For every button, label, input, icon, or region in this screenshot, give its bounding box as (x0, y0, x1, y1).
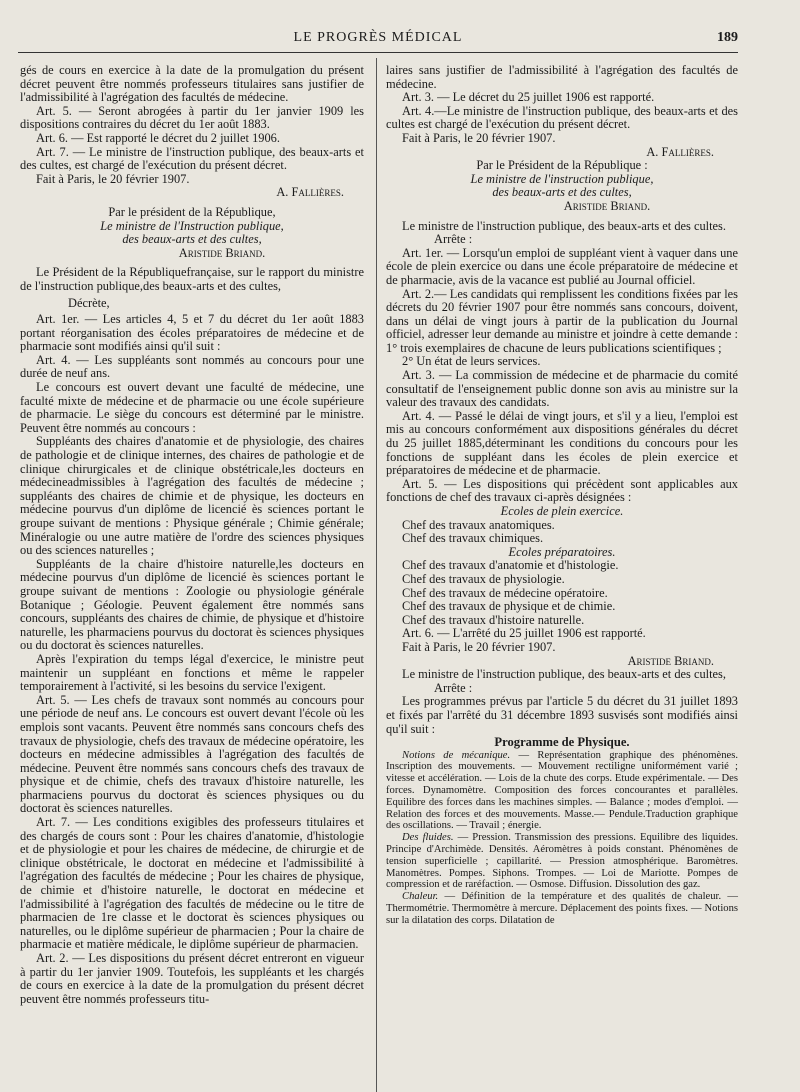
list-item: Chef des travaux de médecine opératoire. (402, 585, 608, 600)
program-text: — Définition de la température et des qualités de chaleur. — Thermométrie. Thermomètre à mercure. Déplacement des points fixes. — Notions sur la dilatation des corps. Dilatation de (386, 891, 738, 926)
signature: Aristide Briand. (178, 245, 266, 260)
program-paragraph (386, 832, 738, 891)
paragraph: Art. 2. — Les dispositions du présent décret entreront en vigueur à partir du 1er janvier 1909. Toutefois, les suppléants et les chargés de cours en exercice à la date de la promulgation du présent décret peuvent être nommés professeurs titu- (20, 951, 364, 1006)
paragraph: Art. 3. — Le décret du 25 juillet 1906 est rapporté. (402, 90, 655, 105)
paragraph: laires sans justifier de l'admissibilité à l'agrégation des facultés de médecine. (386, 63, 738, 91)
paragraph: 2° Un état de leurs services. (402, 354, 541, 369)
right-column (386, 64, 738, 927)
list-item: Chef des travaux de physiologie. (402, 571, 565, 586)
program-paragraph (386, 750, 738, 833)
decree-word: Arrête : (434, 680, 473, 695)
signature: Aristide Briand. (563, 198, 651, 213)
paragraph: Art. 1er. — Lorsqu'un emploi de suppléant vient à vaquer dans une école de plein exercice ou dans une école préparatoire de médecine et de pharmacie, avis de la vacance est publié au Journal officiel. (386, 245, 738, 287)
date-line: Fait à Paris, le 20 février 1907. (402, 130, 556, 145)
list-item: Chef des travaux anatomiques. (402, 517, 555, 532)
date-line: Fait à Paris, le 20 février 1907. (36, 171, 190, 186)
signature: Aristide Briand. (627, 653, 714, 668)
program-text: — Pression. Transmission des pressions. Equilibre des liquides. Principe d'Archimède. Densités. Aéromètres à poids constant. Phénomènes de tension superficielle ; capillarité. — Pression atmosphérique. Baromètres. Manomètres. Pompes. Siphons. Trompes. — Loi de Mariotte. Pompes de compression et de raréfaction. — Osmose. Diffusion. Dissolution des gaz. (386, 832, 738, 891)
header-rule (18, 52, 738, 53)
program-paragraph (386, 891, 738, 926)
minister-line: Le ministre de l'instruction publique, (470, 171, 654, 186)
page-header (18, 30, 738, 50)
program-title: Programme de Physique. (494, 735, 630, 750)
paragraph: Art. 2.— Les candidats qui remplissent les conditions fixées par les décrets du 20 février 1907 pour être nommés sans concours, doivent, dans un délai de vingt jours à partir de la publication du Journal officiel, adresser leur demande au ministre et joindre à cette demande : 1° trois exemplaires de chacune de leurs publications scientifiques ; (386, 286, 738, 355)
program-text: — Représentation graphique des phénomènes. Inscription des mouvements. — Mouvement rectiligne uniformément varié ; vitesse et accélération. — Lois de la chute des corps. Etude expérimentale. — Des forces. Dynamomètre. Composition des forces concourantes et parallèles. Equilibre des forces dans les machines simples. — Balance ; modes d'emploi. — Relation des forces et des mouvements. Masse.— Pendule.Traduction graphique des oscillations. — Travail ; énergie. (386, 749, 738, 832)
column-divider (376, 58, 377, 1092)
paragraph: Suppléants des chaires d'anatomie et de physiologie, des chaires de pathologie et de clinique internes, des chaires de pathologie et de clinique chirurgicales et de clinique obstétricale,les docteurs en médecineadmissibles à l'agrégation des facultés de médecine ; suppléants des chaires de chimie et de physique, les docteurs en médecine pourvus d'un diplôme de licencié ès sciences portant le groupe suivant de mentions : Physique générale ; Chimie générale; Minéralogie ou une autre matière de l'ordre des sciences physiques ou des sciences naturelles ; (20, 434, 364, 558)
paragraph: Art. 6. — L'arrêté du 25 juillet 1906 est rapporté. (402, 626, 646, 641)
paragraph: Le ministre de l'instruction publique, des beaux-arts et des cultes, (402, 667, 726, 682)
paragraph: Art. 5. — Seront abrogées à partir du 1er janvier 1909 les dispositions contraires du décret du 1er août 1883. (20, 103, 364, 132)
minister-line: des beaux-arts et des cultes, (492, 185, 632, 200)
paragraph: Art. 4. — Les suppléants sont nommés au concours pour une durée de neuf ans. (20, 352, 364, 381)
paragraph: Le Président de la Républiquefrançaise, sur le rapport du ministre de l'instruction publique,des beaux-arts et des cultes, (20, 265, 364, 293)
journal-title: LE PROGRÈS MÉDICAL (293, 30, 463, 45)
decree-word: Arrête : (434, 232, 473, 247)
section-heading: Ecoles préparatoires. (508, 544, 616, 559)
program-topic: Chaleur. (402, 891, 439, 903)
paragraph: Le concours est ouvert devant une faculté de médecine, une faculté mixte de médecine et de pharmacie ou une école supérieure de pharmacie. Le siège du concours est déterminé par le ministre. Peuvent être nommés au concours : (20, 380, 364, 435)
paragraph: Le ministre de l'instruction publique, des beaux-arts et des cultes. (402, 218, 726, 233)
date-line: Fait à Paris, le 20 février 1907. (402, 639, 556, 654)
paragraph: Art. 5. — Les dispositions qui précèdent sont applicables aux fonctions de chef des travaux ci-après désignées : (386, 476, 738, 505)
program-topic: Des fluides. (402, 832, 454, 844)
signature: A. Fallières. (646, 144, 714, 159)
paragraph: Art. 5. — Les chefs de travaux sont nommés au concours pour une période de neuf ans. Le concours est ouvert devant l'école où les emplois sont vacants. Peuvent être nommés sans concours chefs des travaux de physiologie, chefs des travaux de médecine opératoire, les docteurs en médecine admissibles à l'agrégation des facultés de médecine. Peuvent être nommés sans concours chefs des travaux de physique et de chimie, chefs des travaux d'histoire naturelle, les pharmaciens pourvus du doctorat ès sciences physiques ou du doctorat ès sciences naturelles. (20, 692, 364, 816)
paragraph: Art. 6. — Est rapporté le décret du 2 juillet 1906. (36, 130, 280, 145)
decree-word: Décrète, (68, 295, 110, 310)
left-column (20, 64, 364, 1006)
paragraph: Art. 1er. — Les articles 4, 5 et 7 du décret du 1er août 1883 portant réorganisation des écoles préparatoires de médecine et de pharmacie sont modifiés ainsi qu'il suit : (20, 312, 364, 354)
paragraph: Art. 4. — Passé le délai de vingt jours, et s'il y a lieu, l'emploi est mis au concours conformément aux dispositions générales du décret du 25 juillet 1885,déterminant les conditions du concours pour les fonctions de suppléant dans les écoles de plein exercice et préparatoires de médecine et de pharmacie. (386, 408, 738, 478)
countersign-line: Par le Président de la République : (476, 158, 648, 173)
list-item: Chef des travaux d'anatomie et d'histologie. (402, 558, 619, 573)
minister-line: Le ministre de l'Instruction publique, (100, 218, 284, 233)
paragraph: Art. 7. — Les conditions exigibles des professeurs titulaires et des chargés de cours sont : Pour les chaires d'anatomie, d'histologie et de physiologie et pour les chaires de médecine, de chirurgie et de clinique obstétricale, le doctorat en médecine et l'admissibilité à l'agrégation des facultés de médecine ; Pour les chaires de physique, de chimie et d'histoire naturelle, le doctorat en médecine et l'admissibilité à l'agrégation des facultés de médecine ou le titre de pharmacien de 1re classe et le doctorat ès sciences physiques ou naturelles, ou le diplôme supérieur de pharmacien ; Pour la chaire de pharmacie et matière médicale, le diplôme supérieur de pharmacien. (20, 815, 364, 952)
list-item: Chef des travaux chimiques. (402, 531, 544, 546)
paragraph: Art. 4.—Le ministre de l'instruction publique, des beaux-arts et des cultes est chargé de l'exécution du présent décret. (386, 103, 738, 132)
page-number: 189 (717, 30, 738, 45)
paragraph: Les programmes prévus par l'article 5 du décret du 31 juillet 1893 et fixés par l'arrêté du 31 décembre 1893 susvisés sont modifiés ainsi qu'il suit : (386, 694, 738, 736)
program-topic: Notions de mécanique. (402, 749, 511, 761)
countersign-line: Par le président de la République, (108, 204, 276, 219)
paragraph: gés de cours en exercice à la date de la promulgation du présent décret peuvent être nommés professeurs titulaires sans justifier de l'admissibilité à l'agrégation des facultés de médecine. (20, 63, 364, 105)
paragraph: Art. 7. — Le ministre de l'instruction publique, des beaux-arts et des cultes, est chargé de l'exécution du présent décret. (20, 144, 364, 173)
paragraph: Art. 3. — La commission de médecine et de pharmacie du comité consultatif de l'enseignement public donne son avis au ministre sur la valeur des travaux des candidats. (386, 368, 738, 410)
minister-line: des beaux-arts et des cultes, (122, 232, 262, 247)
paragraph: Après l'expiration du temps légal d'exercice, le ministre peut maintenir un suppléant en fonctions et même le rappeler temporairement à l'activité, si les besoins du service l'exigent. (20, 651, 364, 694)
list-item: Chef des travaux de physique et de chimie. (402, 599, 616, 614)
list-item: Chef des travaux d'histoire naturelle. (402, 612, 585, 627)
paragraph: Suppléants de la chaire d'histoire naturelle,les docteurs en médecine pourvus d'un diplôme de licencié ès sciences portant le groupe suivant de mentions : Zoologie ou physiologie générale Botanique ; Géologie. Peuvent également être nommés sans concours, suppléants des chaires de chimie, de physique et d'histoire naturelle, les pharmaciens pourvus du doctorat ès sciences physiques ou du doctorat ès sciences naturelles. (20, 556, 364, 653)
signature: A. Fallières. (276, 185, 344, 200)
section-heading: Ecoles de plein exercice. (500, 504, 624, 518)
